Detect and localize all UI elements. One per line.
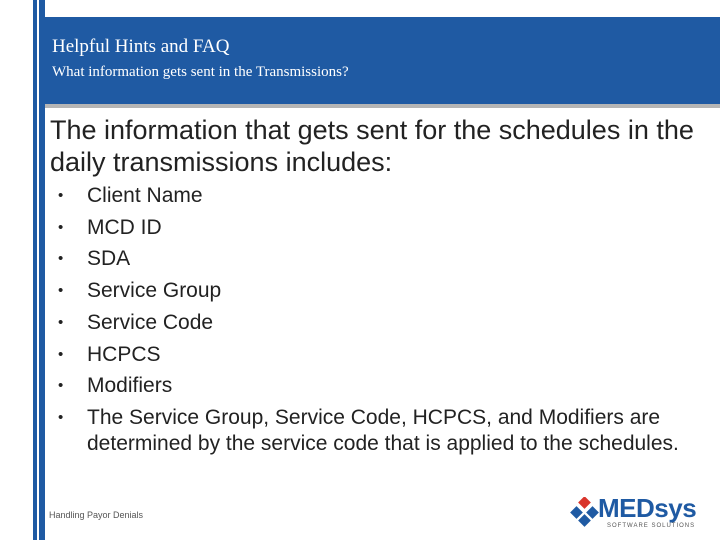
left-stripe-outer — [33, 0, 37, 540]
list-item-text: SDA — [87, 247, 131, 271]
list-item-text: HCPCS — [87, 342, 161, 366]
bullet-icon: • — [58, 187, 64, 204]
bullet-icon: • — [58, 345, 64, 363]
list-item-text: Client Name — [87, 184, 203, 207]
list-item — [50, 275, 690, 307]
bullet-icon: • — [58, 313, 64, 331]
list-item — [50, 370, 690, 402]
list-item — [50, 243, 690, 275]
logo-name: MEDsys — [598, 493, 697, 523]
list-item — [50, 339, 690, 371]
list-item-text: Service Group — [87, 279, 222, 303]
bullet-icon: • — [58, 377, 64, 395]
list-item — [50, 180, 690, 212]
logo-tagline: SOFTWARE SOLUTIONS — [607, 523, 696, 529]
header-divider — [45, 104, 720, 108]
list-item-text: Modifiers — [87, 374, 173, 398]
intro-text: The information that gets sent for the schedules in the daily transmissions includes: — [50, 115, 694, 177]
list-item-text: The Service Group, Service Code, HCPCS, and Modifiers are determined by the service code that is applied to the schedules. — [87, 405, 679, 455]
medsys-logo — [568, 493, 698, 533]
list-item-text: MCD ID — [87, 215, 162, 239]
list-item — [50, 212, 690, 244]
bullet-icon: • — [58, 218, 64, 236]
bullet-list — [50, 180, 690, 457]
slide-title: Helpful Hints and FAQ — [52, 36, 230, 57]
bullet-icon: • — [58, 250, 64, 268]
list-item-text: Service Code — [87, 310, 214, 334]
footer-text: Handling Payor Denials — [49, 510, 144, 520]
list-item — [50, 402, 690, 457]
list-item — [50, 307, 690, 339]
slide-subtitle: What information gets sent in the Transmissions? — [52, 64, 349, 80]
bullet-icon: • — [58, 282, 64, 300]
bullet-icon: • — [58, 408, 64, 426]
header-band — [45, 17, 720, 104]
